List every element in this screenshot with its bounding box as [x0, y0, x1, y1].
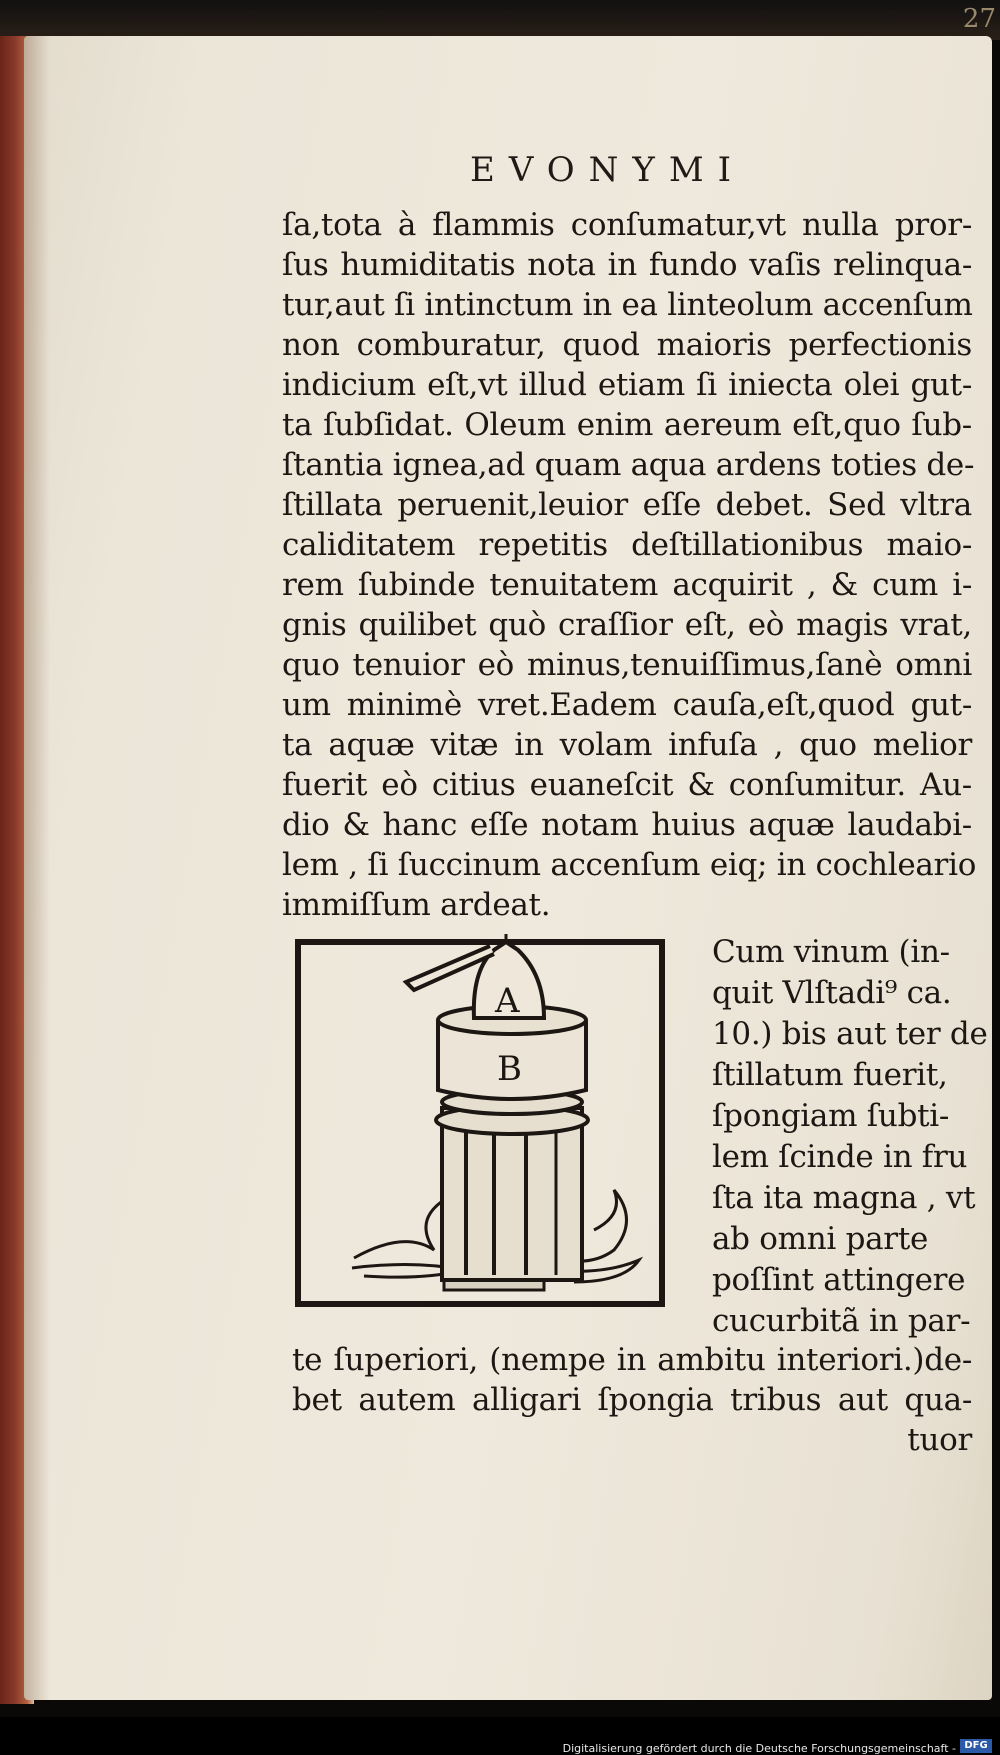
running-title: EVONYMI	[470, 150, 746, 190]
side-text-line: ab omni parte	[712, 1221, 929, 1257]
text-line: lem , ſi ſuccinum accenſum eiq; in cochleario	[282, 847, 977, 883]
catchword: tuor	[907, 1422, 972, 1458]
text-line: rem ſubinde tenuitatem acquirit , & cum i-	[282, 567, 972, 603]
text-line: indicium eſt,vt illud etiam ſi iniecta olei gut-	[282, 367, 972, 403]
side-text-line: quit Vlſtadi⁹ ca.	[712, 975, 952, 1011]
side-text-line: ſtillatum fuerit,	[712, 1057, 948, 1093]
text-line: fuerit eò citius euaneſcit & conſumitur. Au-	[282, 767, 972, 803]
text-line: te ſuperiori, (nempe in ambitu interiori.)de-	[292, 1342, 972, 1378]
text-line: caliditatem repetitis deſtillationibus maio-	[282, 527, 972, 563]
text-line: ta aquæ vitæ in volam infuſa , quo melior	[282, 727, 972, 763]
text-line: ſa,tota à flammis conſumatur,vt nulla pror-	[282, 207, 972, 243]
side-text-line: 10.) bis aut ter de	[712, 1016, 988, 1052]
side-text-line: Cum vinum (in-	[712, 934, 950, 970]
folio-number: 27	[962, 4, 996, 34]
side-text-line: cucurbitã in par-	[712, 1303, 971, 1339]
text-line: ta ſubſidat. Oleum enim aereum eſt,quo ſub-	[282, 407, 972, 443]
main-text-block	[282, 205, 977, 925]
side-text-line: lem ſcinde in fru	[712, 1139, 968, 1175]
side-text-block	[712, 932, 988, 1342]
text-line: ſtillata peruenit,leuior eſſe debet. Sed vltra	[282, 487, 972, 523]
side-text-line: poſſint attingere	[712, 1262, 966, 1298]
dfg-logo: DFG	[960, 1739, 992, 1753]
text-line: immiſſum ardeat.	[282, 887, 551, 923]
text-line: non comburatur, quod maioris perfectionis	[282, 327, 972, 363]
text-line: bet autem alligari ſpongia tribus aut qua-	[292, 1382, 972, 1418]
figure-label-b: B	[497, 1049, 522, 1089]
digitization-credit: Digitalisierung gefördert durch die Deutsche Forschungsgemeinschaft -	[562, 1742, 956, 1755]
side-text-line: ſta ita magna , vt	[712, 1180, 976, 1216]
side-text-line: ſpongiam ſubti-	[712, 1098, 950, 1134]
bottom-text-block	[292, 1340, 972, 1460]
gutter-shadow	[24, 36, 50, 1700]
text-line: gnis quilibet quò craſſior eſt, eò magis vrat,	[282, 607, 972, 643]
text-line: ſtantia ignea,ad quam aqua ardens toties de-	[282, 447, 975, 483]
text-line: ſus humiditatis nota in fundo vaſis relinqua-	[282, 247, 972, 283]
text-line: dio & hanc eſſe notam huius aquæ laudabi-	[282, 807, 972, 843]
text-line: quo tenuior eò minus,tenuiſſimus,ſanè omni	[282, 647, 972, 683]
text-line: tur,aut ſi intinctum in ea linteolum accenſum	[282, 287, 973, 323]
text-line: um minimè vret.Eadem cauſa,eſt,quod gut-	[282, 687, 972, 723]
figure-label-a: A	[495, 981, 520, 1021]
top-edge	[0, 0, 1000, 40]
distillation-woodcut	[294, 930, 700, 1313]
